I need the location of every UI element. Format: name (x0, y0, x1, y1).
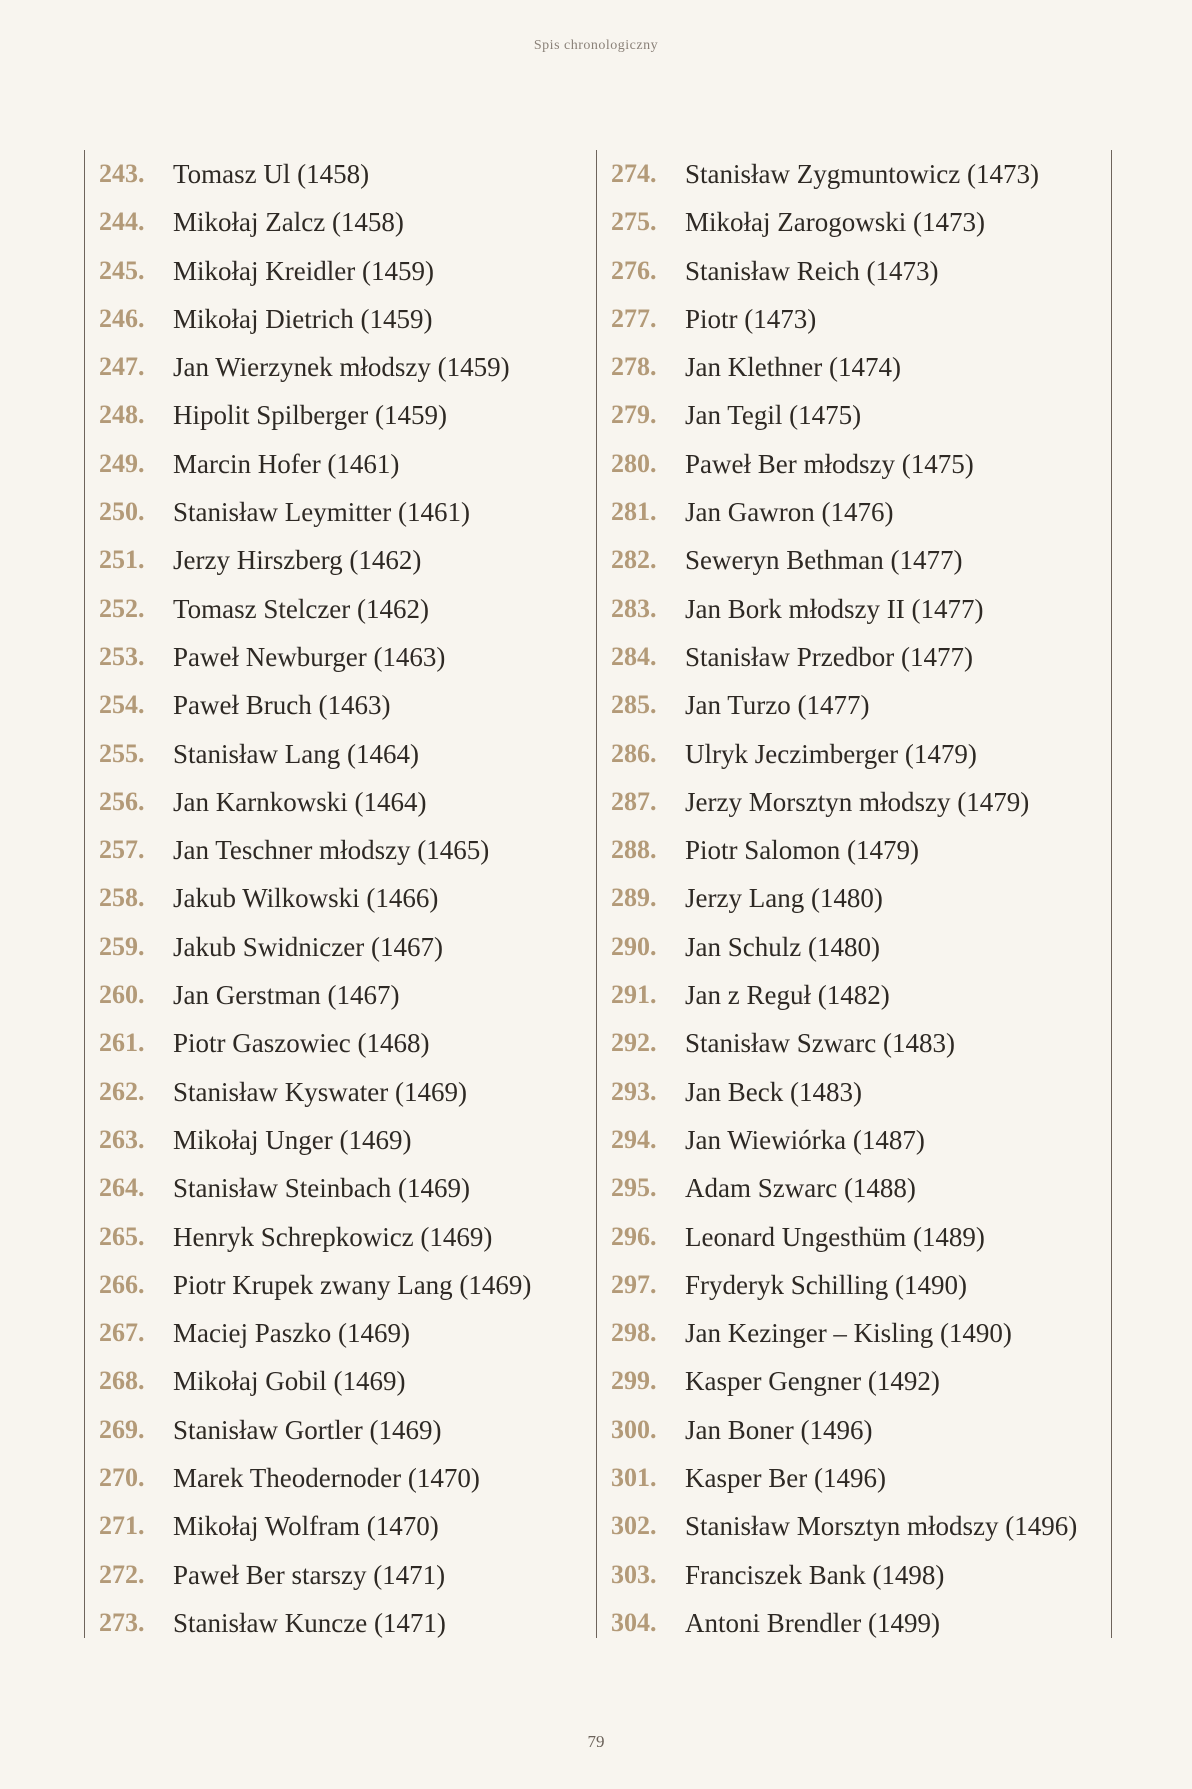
entry-number: 291. (611, 980, 657, 1010)
entry-name: Jerzy Morsztyn młodszy (1479) (685, 786, 1030, 817)
entry-name: Jan Schulz (1480) (685, 931, 880, 962)
entry-number: 254. (99, 690, 145, 720)
list-entry (85, 247, 585, 295)
entry-number: 272. (99, 1559, 145, 1589)
entry-number: 268. (99, 1366, 145, 1396)
entry-number: 249. (99, 448, 145, 478)
list-entry (597, 1261, 1111, 1309)
list-entry (597, 971, 1111, 1019)
list-entry (85, 1019, 585, 1067)
entry-number: 248. (99, 400, 145, 430)
list-entry (597, 1019, 1111, 1067)
list-entry (597, 1213, 1111, 1261)
list-entry (597, 1551, 1111, 1599)
entry-name: Mikołaj Zalcz (1458) (173, 207, 404, 238)
entry-number: 301. (611, 1463, 657, 1493)
list-entry (597, 150, 1111, 198)
entry-number: 292. (611, 1028, 657, 1058)
entry-name: Antoni Brendler (1499) (685, 1607, 940, 1638)
entry-number: 246. (99, 303, 145, 333)
entry-name: Jan Gerstman (1467) (173, 980, 400, 1011)
entry-number: 303. (611, 1559, 657, 1589)
list-entry (597, 247, 1111, 295)
list-entry (85, 295, 585, 343)
list-entry (85, 488, 585, 536)
entry-number: 296. (611, 1221, 657, 1251)
entry-name: Henryk Schrepkowicz (1469) (173, 1221, 493, 1252)
entry-name: Mikołaj Zarogowski (1473) (685, 207, 985, 238)
list-entry (85, 681, 585, 729)
entry-number: 262. (99, 1076, 145, 1106)
list-entry (597, 1357, 1111, 1405)
entry-number: 302. (611, 1511, 657, 1541)
list-entry (597, 343, 1111, 391)
entry-number: 261. (99, 1028, 145, 1058)
entry-number: 280. (611, 448, 657, 478)
entry-number: 299. (611, 1366, 657, 1396)
entry-name: Tomasz Stelczer (1462) (173, 593, 430, 624)
entry-number: 270. (99, 1463, 145, 1493)
list-entry (85, 633, 585, 681)
entry-number: 259. (99, 931, 145, 961)
entry-name: Jan Klethner (1474) (685, 352, 901, 383)
entry-name: Mikołaj Gobil (1469) (173, 1366, 406, 1397)
entry-name: Jan Wierzynek młodszy (1459) (173, 352, 510, 383)
entry-name: Stanisław Szwarc (1483) (685, 1028, 955, 1059)
entry-name: Hipolit Spilberger (1459) (173, 400, 447, 431)
entry-number: 253. (99, 641, 145, 671)
list-entry (597, 391, 1111, 439)
list-entry (85, 1551, 585, 1599)
list-entry (85, 536, 585, 584)
entry-name: Seweryn Bethman (1477) (685, 545, 963, 576)
entry-number: 278. (611, 352, 657, 382)
entry-number: 244. (99, 207, 145, 237)
entry-name: Stanisław Lang (1464) (173, 738, 419, 769)
list-entry (597, 874, 1111, 922)
entry-number: 256. (99, 786, 145, 816)
list-entry (597, 681, 1111, 729)
list-entry (597, 826, 1111, 874)
entry-number: 279. (611, 400, 657, 430)
entry-number: 271. (99, 1511, 145, 1541)
list-entry (597, 1164, 1111, 1212)
list-entry (85, 1309, 585, 1357)
entry-name: Mikołaj Wolfram (1470) (173, 1511, 439, 1542)
list-entry (85, 1213, 585, 1261)
entry-number: 281. (611, 497, 657, 527)
entry-name: Stanisław Kyswater (1469) (173, 1076, 467, 1107)
entry-name: Jan Wiewiórka (1487) (685, 1124, 925, 1155)
entry-name: Jan Teschner młodszy (1465) (173, 835, 490, 866)
entry-number: 290. (611, 931, 657, 961)
entry-name: Jan Turzo (1477) (685, 690, 870, 721)
entry-name: Stanisław Reich (1473) (685, 255, 939, 286)
entry-name: Piotr Gaszowiec (1468) (173, 1028, 430, 1059)
list-entry (85, 923, 585, 971)
list-entry (597, 585, 1111, 633)
list-entry (85, 343, 585, 391)
list-entry (597, 488, 1111, 536)
entry-name: Marcin Hofer (1461) (173, 448, 400, 479)
entry-name: Paweł Ber młodszy (1475) (685, 448, 974, 479)
entry-number: 247. (99, 352, 145, 382)
entry-number: 300. (611, 1414, 657, 1444)
entry-number: 282. (611, 545, 657, 575)
list-entry (85, 874, 585, 922)
list-entry (85, 730, 585, 778)
entry-name: Paweł Bruch (1463) (173, 690, 391, 721)
entry-name: Jakub Wilkowski (1466) (173, 883, 439, 914)
list-entry (85, 150, 585, 198)
entry-name: Stanisław Steinbach (1469) (173, 1173, 470, 1204)
entry-number: 286. (611, 738, 657, 768)
entry-name: Jakub Swidniczer (1467) (173, 931, 443, 962)
entry-name: Stanisław Kuncze (1471) (173, 1607, 446, 1638)
entry-name: Ulryk Jeczimberger (1479) (685, 738, 977, 769)
list-entry (85, 1357, 585, 1405)
entry-name: Piotr Krupek zwany Lang (1469) (173, 1269, 532, 1300)
entry-name: Adam Szwarc (1488) (685, 1173, 916, 1204)
entry-number: 251. (99, 545, 145, 575)
list-entry (85, 1502, 585, 1550)
entry-name: Franciszek Bank (1498) (685, 1559, 945, 1590)
entry-name: Stanisław Morsztyn młodszy (1496) (685, 1511, 1078, 1542)
entry-number: 275. (611, 207, 657, 237)
left-column (84, 150, 585, 1638)
list-entry (85, 778, 585, 826)
entry-name: Piotr Salomon (1479) (685, 835, 919, 866)
list-entry (597, 1502, 1111, 1550)
entry-number: 273. (99, 1607, 145, 1637)
list-entry (597, 536, 1111, 584)
list-entry (85, 1164, 585, 1212)
list-entry (597, 1599, 1111, 1647)
entry-name: Mikołaj Kreidler (1459) (173, 255, 434, 286)
entry-number: 287. (611, 786, 657, 816)
entry-number: 295. (611, 1173, 657, 1203)
entry-name: Stanisław Zygmuntowicz (1473) (685, 159, 1039, 189)
entry-name: Jan z Reguł (1482) (685, 980, 890, 1011)
entry-name: Jerzy Hirszberg (1462) (173, 545, 422, 576)
list-entry (85, 1068, 585, 1116)
entry-number: 269. (99, 1414, 145, 1444)
entry-name: Leonard Ungesthüm (1489) (685, 1221, 985, 1252)
list-entry (85, 391, 585, 439)
entry-number: 263. (99, 1124, 145, 1154)
entry-number: 245. (99, 255, 145, 285)
list-entry (597, 923, 1111, 971)
list-entry (85, 1454, 585, 1502)
entry-name: Mikołaj Unger (1469) (173, 1124, 412, 1155)
running-head: Spis chronologiczny (533, 38, 659, 53)
entry-number: 284. (611, 641, 657, 671)
entry-number: 252. (99, 593, 145, 623)
entry-number: 258. (99, 883, 145, 913)
entry-name: Mikołaj Dietrich (1459) (173, 303, 433, 334)
entry-number: 294. (611, 1124, 657, 1154)
list-entry (597, 198, 1111, 246)
entry-name: Paweł Ber starszy (1471) (173, 1559, 446, 1590)
entry-name: Paweł Newburger (1463) (173, 641, 446, 672)
entry-name: Jerzy Lang (1480) (685, 883, 883, 914)
entry-number: 274. (611, 159, 657, 188)
entry-number: 283. (611, 593, 657, 623)
list-entry (85, 971, 585, 1019)
list-entry (597, 1116, 1111, 1164)
entry-number: 257. (99, 835, 145, 865)
right-column (596, 150, 1112, 1638)
entry-number: 288. (611, 835, 657, 865)
entry-number: 243. (99, 159, 145, 188)
entry-number: 298. (611, 1318, 657, 1348)
entry-name: Tomasz Ul (1458) (173, 159, 370, 189)
entry-name: Jan Kezinger – Kisling (1490) (685, 1318, 1012, 1349)
list-entry (85, 1261, 585, 1309)
entry-name: Stanisław Przedbor (1477) (685, 641, 973, 672)
entry-name: Kasper Gengner (1492) (685, 1366, 940, 1397)
entry-number: 277. (611, 303, 657, 333)
list-entry (597, 633, 1111, 681)
entry-number: 266. (99, 1269, 145, 1299)
list-entry (85, 1599, 585, 1647)
entry-name: Jan Beck (1483) (685, 1076, 862, 1107)
list-entry (597, 440, 1111, 488)
list-entry (597, 730, 1111, 778)
list-entry (597, 1406, 1111, 1454)
entry-number: 267. (99, 1318, 145, 1348)
list-entry (85, 585, 585, 633)
list-entry (85, 198, 585, 246)
entry-number: 304. (611, 1607, 657, 1637)
entry-name: Jan Boner (1496) (685, 1414, 873, 1445)
list-entry (597, 1068, 1111, 1116)
entry-name: Piotr (1473) (685, 303, 817, 334)
entry-name: Jan Tegil (1475) (685, 400, 862, 431)
list-entry (85, 1406, 585, 1454)
entry-name: Maciej Paszko (1469) (173, 1318, 410, 1349)
entry-number: 265. (99, 1221, 145, 1251)
list-entry (85, 1116, 585, 1164)
entry-number: 264. (99, 1173, 145, 1203)
entry-name: Jan Bork młodszy II (1477) (685, 593, 984, 624)
entry-name: Fryderyk Schilling (1490) (685, 1269, 967, 1300)
entry-number: 297. (611, 1269, 657, 1299)
list-entry (597, 1454, 1111, 1502)
list-entry (597, 295, 1111, 343)
entry-name: Marek Theodernoder (1470) (173, 1463, 480, 1494)
page-number: 79 (587, 1732, 605, 1751)
list-entry (597, 778, 1111, 826)
list-entry (597, 1309, 1111, 1357)
entry-number: 276. (611, 255, 657, 285)
entry-number: 250. (99, 497, 145, 527)
list-entry (85, 440, 585, 488)
entry-name: Jan Gawron (1476) (685, 497, 894, 528)
entry-number: 285. (611, 690, 657, 720)
entry-number: 260. (99, 980, 145, 1010)
entry-name: Jan Karnkowski (1464) (173, 786, 427, 817)
entry-number: 289. (611, 883, 657, 913)
list-entry (85, 826, 585, 874)
entry-name: Stanisław Leymitter (1461) (173, 497, 470, 528)
entry-number: 293. (611, 1076, 657, 1106)
entry-number: 255. (99, 738, 145, 768)
entry-name: Stanisław Gortler (1469) (173, 1414, 442, 1445)
entry-name: Kasper Ber (1496) (685, 1463, 886, 1494)
